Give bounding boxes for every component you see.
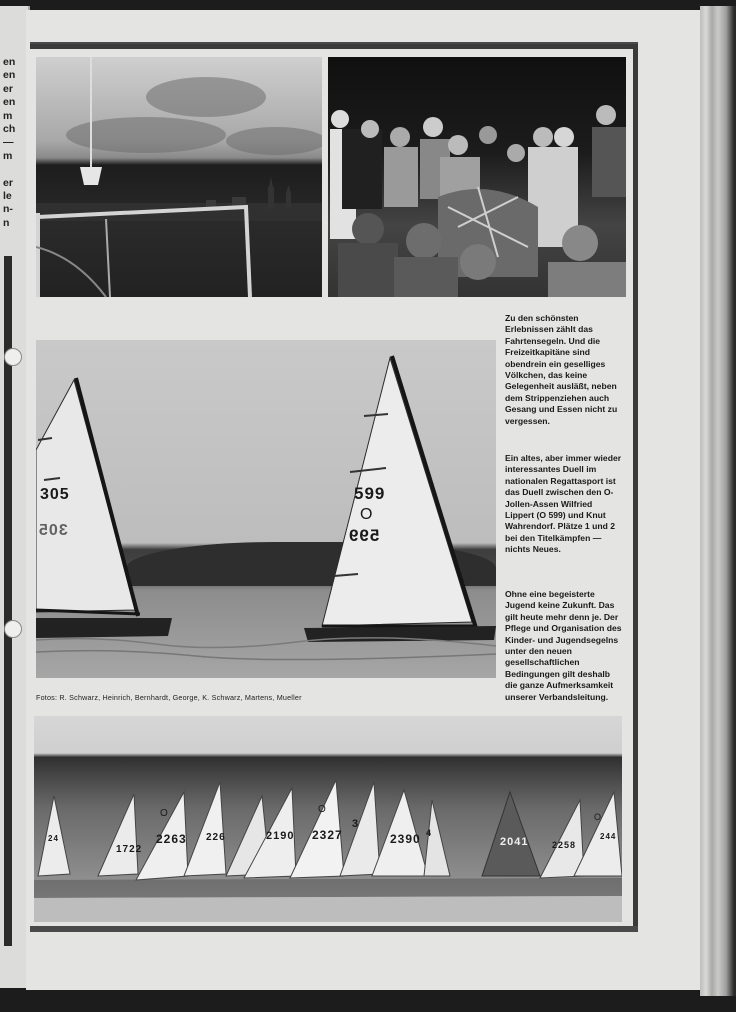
previous-page-text-fragments [3,56,27,230]
crowd-figures [328,57,626,297]
fragment: n [3,216,10,229]
fragment: en [3,69,16,82]
fleet-number: 2390 [390,832,421,846]
fleet-number: 2190 [266,830,295,842]
fleet-number: 244 [600,832,617,841]
dinghy-sails [36,340,496,678]
fleet-number: 2263 [156,832,187,846]
harbour-details [36,57,322,297]
fleet-class-mark: O [160,808,169,819]
binding-hole [4,620,22,638]
caption-gathering: Zu den schönsten Erlebnissen zählt das Fahrtensegeln. Und die Freizeitkapitäne sind obendrein ein geselliges Völkchen, das keine Gelegenheit ausläßt, neben dem Strippenziehen auch Gesang und Essen nicht zu vergessen. [505,313,618,426]
sail-number-599: 599 [354,484,386,503]
fleet-class-mark: O [594,812,603,822]
fragment: er [3,176,13,189]
binding-hole [4,348,22,366]
youth-fleet-photo [34,716,622,922]
sail-number-599-mirrored: 599 [348,526,380,545]
fleet-number: 2327 [312,828,343,842]
fragment: m [3,109,13,122]
fleet-number: 1722 [116,844,143,855]
sail-number-305: 305 [40,486,70,503]
fleet-number: 24 [48,834,59,843]
fleet-number: 4 [426,828,433,838]
fragment: er [3,82,13,95]
photo-credits: Fotos: R. Schwarz, Heinrich, Bernhardt, George, K. Schwarz, Martens, Mueller [36,693,302,702]
fleet-number: 2258 [552,840,577,850]
fragment [3,163,27,176]
crowd-photo [328,57,626,297]
fleet-sails [34,716,622,922]
caption-youth: Ohne eine begeisterte Jugend keine Zukunft. Das gilt heute mehr denn je. Der Pflege und Organisation des Kinder- und Jugendsegelns unter den neuen gesellschaftlichen Bedingungen gilt deshalb die ganze Aufmerksamkeit unserer Verbandsleitung. [505,589,622,702]
fleet-number: 226 [206,832,226,843]
page-stack-edge [700,6,736,996]
caption-duel: Ein altes, aber immer wieder interessantes Duell im nationalen Regattasport ist das Duell zwischen den O-Jollen-Assen Wilfried Lippert (O 599) und Knut Wahrendorf. Plätze 1 und 2 bei den Titelkämpfen — nichts Neues. [505,453,622,555]
dinghy-duel-photo [36,340,496,678]
fleet-number: 3 [352,818,360,830]
fragment: m [3,149,13,162]
fragment: ch [3,123,16,136]
fragment: le [3,190,12,203]
fleet-class-mark: O [318,804,327,815]
sail-number-305-mirrored: 305 [38,522,68,539]
fragment: en [3,56,16,68]
harbour-photo [36,57,322,297]
fleet-number: 2041 [500,836,529,848]
fragment: n- [3,203,13,216]
sail-class-mark: O [360,506,374,523]
fragment: — [3,136,14,149]
fragment: en [3,96,16,109]
frame-bottom-rule [30,926,638,932]
